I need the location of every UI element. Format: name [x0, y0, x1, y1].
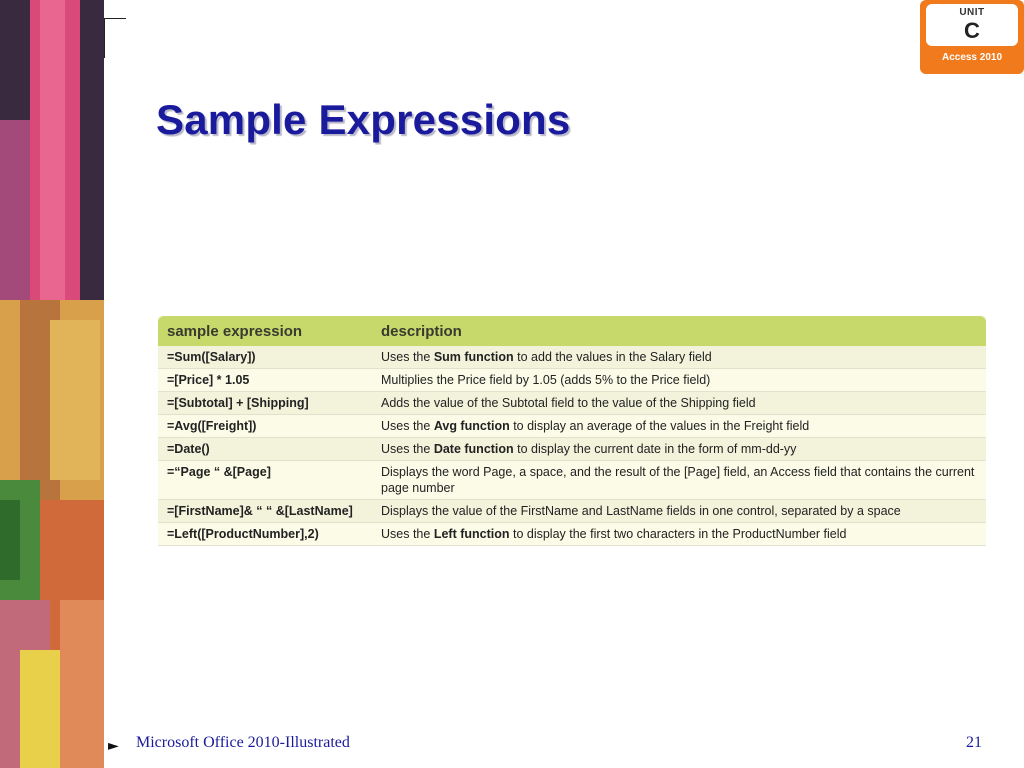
function-name: Left function — [433, 527, 510, 541]
footer-arrow-icon: ► — [108, 738, 119, 754]
description-text: Uses the — [381, 442, 434, 456]
table-header-row — [158, 316, 986, 346]
table-row — [158, 392, 986, 415]
description-text: Adds the value of the Subtotal field to the value of the Shipping field — [381, 396, 756, 410]
corner-bracket — [104, 18, 126, 19]
decorative-paint-strip — [0, 0, 104, 768]
unit-badge-panel — [926, 4, 1018, 46]
description-text: Uses the — [381, 350, 434, 364]
header-sample-expression: sample expression — [167, 322, 303, 340]
expressions-table — [158, 316, 986, 546]
description-text: Uses the — [381, 419, 434, 433]
unit-badge — [920, 0, 1024, 74]
unit-letter: C — [964, 18, 980, 43]
table-row — [158, 369, 986, 392]
table-row — [158, 461, 986, 500]
description-cell — [372, 369, 986, 392]
slide-title: Sample Expressions — [156, 96, 571, 143]
table-row — [158, 346, 986, 369]
description-cell — [372, 415, 986, 438]
description-text: Displays the word Page, a space, and the result of the [Page] field, an Access field that contains the current page number — [381, 465, 975, 495]
function-name: Date function — [433, 442, 514, 456]
description-cell — [372, 461, 986, 500]
expression-cell: =“Page “ &[Page] — [158, 461, 372, 500]
header-description: description — [381, 322, 462, 340]
unit-word: UNIT — [959, 7, 985, 18]
function-name: Sum function — [433, 350, 514, 364]
description-text-cont: to display an average of the values in the Freight field — [509, 419, 810, 433]
description-text: Multiplies the Price field by 1.05 (adds 5% to the Price field) — [381, 373, 711, 387]
page-number: 21 — [966, 734, 982, 751]
table-row — [158, 438, 986, 461]
corner-bracket-vertical — [104, 18, 105, 58]
function-name: Avg function — [433, 419, 510, 433]
footer-text: Microsoft Office 2010-Illustrated — [136, 734, 350, 751]
description-text-cont: to display the current date in the form of mm-dd-yy — [513, 442, 797, 456]
description-cell — [372, 346, 986, 369]
expression-cell: =Date() — [158, 438, 372, 461]
expression-cell: =Sum([Salary]) — [158, 346, 372, 369]
table-row — [158, 500, 986, 523]
expression-cell: =[FirstName]& “ “ &[LastName] — [158, 500, 372, 523]
description-cell — [372, 523, 986, 546]
table-row — [158, 523, 986, 546]
expression-cell: =[Price] * 1.05 — [158, 369, 372, 392]
description-text-cont: to add the values in the Salary field — [513, 350, 712, 364]
description-text-cont: to display the first two characters in the ProductNumber field — [509, 527, 847, 541]
description-text: Displays the value of the FirstName and LastName fields in one control, separated by a space — [381, 504, 901, 518]
unit-caption: Access 2010 — [941, 52, 1003, 63]
description-cell — [372, 500, 986, 523]
description-text: Uses the — [381, 527, 434, 541]
expression-cell: =[Subtotal] + [Shipping] — [158, 392, 372, 415]
expression-cell: =Avg([Freight]) — [158, 415, 372, 438]
table-row — [158, 415, 986, 438]
description-cell — [372, 438, 986, 461]
description-cell — [372, 392, 986, 415]
expression-cell: =Left([ProductNumber],2) — [158, 523, 372, 546]
